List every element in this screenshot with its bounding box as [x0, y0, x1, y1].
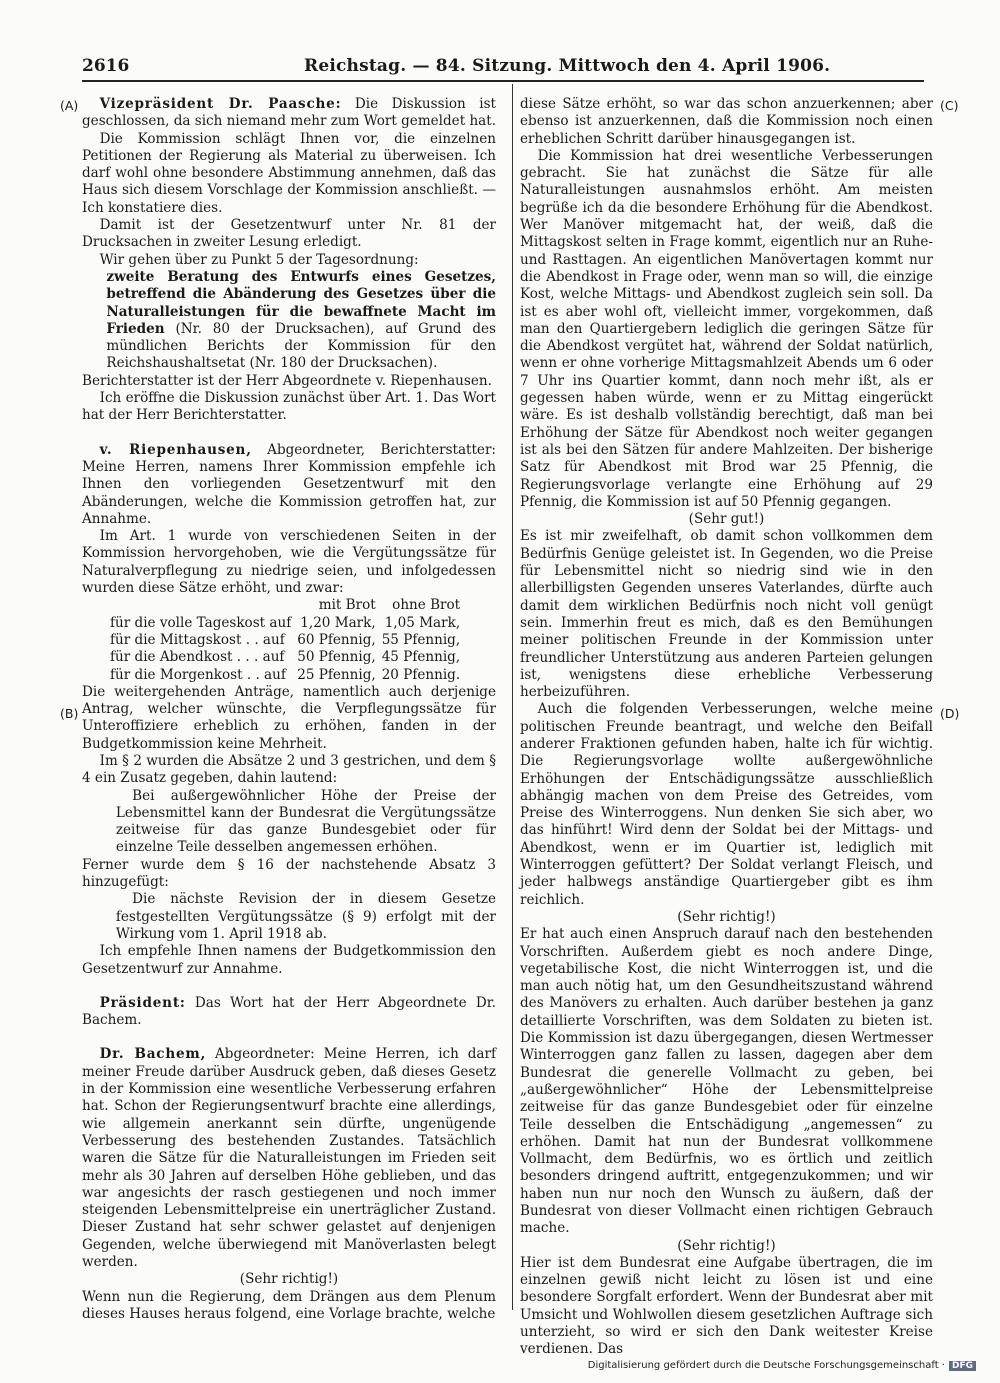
table-cell: 20 Pfennig.: [381, 666, 461, 683]
table-cell: für die Mittagskost . . auf: [110, 631, 285, 648]
speaker-name: Vizepräsident Dr. Paasche:: [99, 96, 342, 112]
column-rule: [512, 84, 513, 1310]
speaker-name: Präsident:: [99, 994, 186, 1011]
page-header: [82, 56, 922, 82]
table-cell: 45 Pfennig,: [381, 649, 461, 666]
interjection: (Sehr richtig!): [677, 908, 776, 925]
paragraph: Er hat auch einen Anspruch darauf nach den bestehenden Vorschriften. Außerdem giebt es noch andere Dinge, vegetabilische Kost, die nicht Winterroggen ist, und die man auch nötig hat, um den Gesundheitszustand während des Manövers zu erhalten. Auch darüber bestehen ja ganz detaillierte Vorschriften, was dem Soldaten zu bieten ist. Die Kommission ist dazu übergegangen, diesen Wertmesser Winterroggen ganz fallen zu lassen, dagegen aber dem Bundesrat die generelle Vollmacht zu geben, bei „außergewöhnlicher“ Höhe der Lebensmittelpreise zeitweise für das ganze Bundesgebiet oder für einzelne Teile desselben die Entschädigung „angemessen“ zu erhöhen. Damit hat nun der Bundesrat vollkommene Vollmacht, dem Bedürfnis, wo es örtlich und zeitlich besonders dringend auftritt, entgegenzukommen; und wir haben nun nur noch den Wunsch zu äußern, daß der Bundesrat von dieser Vollmacht einen richtigen Gebrauch mache.: [520, 926, 933, 1237]
table-cell: 55 Pfennig,: [381, 631, 461, 648]
paragraph: diese Sätze erhöht, so war das schon anzuerkennen; aber ebenso ist anzuerkennen, daß die Kommission noch einen erheblichen Schritt darüber hinausgegangen ist.: [520, 96, 933, 147]
paragraph: Wenn nun die Regierung, dem Drängen aus dem Plenum dieses Hauses heraus folgend, eine Vorlage brachte, welche: [82, 1288, 496, 1322]
paragraph: Ich empfehle Ihnen namens der Budgetkommission den Gesetzentwurf zur Annahme.: [82, 943, 496, 977]
paragraph: Wir gehen über zu Punkt 5 der Tagesordnung:: [99, 251, 419, 268]
paragraph: Ich eröffne die Diskussion zunächst über Art. 1. Das Wort hat der Herr Berichterstatter.: [82, 390, 496, 424]
interjection: (Sehr gut!): [688, 511, 765, 528]
left-column: [82, 96, 496, 1323]
speech-text: Abgeordneter, Berichterstatter: Meine Herren, namens Ihrer Kommission empfehle ich Ihnen den vorliegenden Gesetzentwurf mit den Abänderungen, welche die Kommission getroffen hat, zur Annahme.: [82, 441, 496, 527]
table-cell: 50 Pfennig,: [297, 649, 376, 666]
paragraph: [82, 995, 496, 1030]
table-header-row: [110, 597, 466, 614]
quoted-text: Die nächste Revision der in diesem Gesetze festgestellten Vergütungssätze (§ 9) erfolgt mit der Wirkung vom 1. April 1918 ab.: [115, 891, 496, 942]
margin-mark-d: (D): [940, 706, 960, 721]
table-row: [110, 667, 466, 684]
table-cell: für die volle Tageskost auf: [110, 614, 292, 631]
speech-text: Abgeordneter: Meine Herren, ich darf meiner Freude darüber Ausdruck geben, daß dieses Gesetz in der Kommission eine wesentliche Verbesserung erfahren hat. Schon der Regierungsentwurf brachte eine allerdings, wie allgemein anerkannt sein dürfte, ungenügende Verbesserung des bestehenden Zustandes. Tatsächlich waren die Sätze für die Naturalleistungen im Frieden seit mehr als 30 Jahren auf derselben Höhe geblieben, und das war angesichts der rasch gestiegenen und noch immer steigenden Lebensmittelpreise ein unerträglicher Zustand. Dieser Zustand hat sehr schwer gelastet auf denjenigen Gegenden, welche überwiegend mit Manöverlasten belegt werden.: [82, 1046, 496, 1270]
table-cell: für die Abendkost . . . auf: [110, 649, 285, 666]
dfg-logo: DFG: [949, 1361, 976, 1371]
interjection: (Sehr richtig!): [677, 1237, 776, 1254]
margin-mark-b: (B): [60, 706, 79, 721]
paragraph: Die weitergehenden Anträge, namentlich auch derjenige Antrag, welcher wünschte, die Verpflegungssätze für Unteroffiziere erheblich zu erhöhen, fanden in der Budgetkommission keine Mehrheit.: [82, 683, 496, 752]
paragraph: Berichterstatter ist der Herr Abgeordnete v. Riepenhausen.: [82, 372, 492, 389]
paragraph: Im § 2 wurden die Absätze 2 und 3 gestrichen, und dem § 4 ein Zusatz gegeben, dahin lautend:: [82, 752, 496, 787]
margin-mark-a: (A): [60, 98, 79, 113]
paragraph: Auch die folgenden Verbesserungen, welche meine politischen Freunde beantragt, und welche den Beifall anderer Fraktionen gefunden haben, halte ich für wichtig. Die Regierungsvorlage wollte außergewöhnliche Erhöhungen der Entschädigungssätze ausschließlich abhängig machen von dem Preise des Getreides, vom Preise des Winterroggens. Nun denken Sie sich aber, wo das hinführt! Wird denn der Soldat bei der Mittags- und Abendkost, wenn er im Quartier ist, lediglich mit Winterroggen gefüttert? Der Soldat verlangt Fleisch, und jeder halbwegs anständige Quartiergeber gibt es ihm reichlich.: [520, 701, 933, 908]
interjection: (Sehr richtig!): [239, 1271, 339, 1288]
paragraph: [82, 442, 496, 528]
paragraph: [82, 1046, 496, 1271]
paragraph: Die Kommission hat drei wesentliche Verbesserungen gebracht. Sie hat zunächst die Sätze für alle Naturalleistungen ausnahmslos erhöht. Am meisten begrüße ich da die besondere Erhöhung für die Abendkost. Wer Manöver mitgemacht hat, der weiß, daß die Mittagskost selten in Frage kommt, eigentlich nur an Ruhe- und Rasttagen. An eigentlichen Manövertagen kommt nur die Abendkost in Frage oder, wenn man so will, die einzige Kost, welche Mittags- und Abendkost zugleich sein soll. Da ist es aber wohl oft, vielleicht immer, vorgekommen, daß man den Quartiergebern lediglich die geringen Sätze für die Abendkost vergütet hat, während der Soldat natürlich, wenn er ohne vorherige Mittagsmahlzeit Abends um 6 oder 7 Uhr ins Quartier kommt, dann noch mehr ißt, als er gegessen haben würde, wenn er zu Mittag eingerückt wäre. Es ist deshalb vollständig berechtigt, daß man bei Erhöhung der Sätze für Abendkost noch weiter gegangen ist als bei den Sätzen für andere Mahlzeiten. Der bisherige Satz für Abendkost mit Brod war 25 Pfennig, die Regierungsvorlage verlangte eine Erhöhung auf 29 Pfennig, die Kommission ist auf 50 Pfennig gegangen.: [520, 147, 933, 510]
paragraph: Damit ist der Gesetzentwurf unter Nr. 81 der Drucksachen in zweiter Lesung erledigt.: [82, 217, 496, 251]
table-cell: für die Morgenkost . . auf: [110, 666, 286, 683]
table-row: [110, 615, 466, 632]
running-title: Reichstag. — 84. Sitzung. Mittwoch den 4. April 1906.: [304, 56, 831, 76]
footer-text: Digitalisierung gefördert durch die Deutsche Forschungsgemeinschaft ·: [587, 1360, 945, 1371]
table-cell: 1,20 Mark,: [300, 614, 376, 631]
paragraph: Die Kommission schlägt Ihnen vor, die einzelnen Petitionen der Regierung als Material zu überweisen. Ich darf wohl ohne besondere Abstimmung annehmen, daß das Haus sich diesem Vorschlage der Kommission anschließt. — Ich konstatiere dies.: [82, 130, 496, 216]
table-row: [110, 649, 466, 666]
right-column: [520, 96, 933, 1359]
speech-text: Das Wort hat der Herr Abgeordnete Dr. Bachem.: [82, 994, 496, 1029]
paragraph: Hier ist dem Bundesrat eine Aufgabe übertragen, die im einzelnen gewiß nicht leicht zu lösen ist und eine besondere Sorgfalt erfordert. Wenn der Bundesrat aber mit Umsicht und Wohlwollen diesem gesetzlichen Auftrage sich unterzieht, so wird er sich den Dank weitester Kreise verdienen. Das: [520, 1254, 933, 1358]
margin-mark-c: (C): [940, 98, 959, 113]
table-row: [110, 632, 466, 649]
table-cell: 25 Pfennig,: [297, 666, 376, 683]
rates-table: [110, 597, 466, 683]
column-header: ohne Brot: [392, 597, 461, 614]
column-header: mit Brot: [318, 597, 376, 614]
header-rule: [82, 80, 924, 82]
page-number: 2616: [82, 56, 130, 76]
speech-text: Die Diskussion ist geschlossen, da sich niemand mehr zum Wort gemeldet hat.: [82, 96, 497, 130]
paragraph: Im Art. 1 wurde von verschiedenen Seiten in der Kommission hervorgehoben, wie die Vergütungssätze für Naturalverpflegung zu niedrige seien, und infolgedessen wurden diese Sätze erhöht, und zwar:: [82, 528, 496, 597]
speaker-name: Dr. Bachem,: [99, 1046, 207, 1063]
agenda-detail: (Nr. 80 der Drucksachen), auf Grund des mündlichen Berichts der Kommission für den Reichshaushaltsetat (Nr. 180 der Drucksachen).: [106, 320, 496, 372]
table-cell: 1,05 Mark,: [384, 614, 461, 631]
speaker-name: v. Riepenhausen,: [99, 441, 252, 458]
table-cell: 60 Pfennig,: [297, 631, 376, 648]
agenda-title: zweite Beratung des Entwurfs eines Gesetzes, betreffend die Abänderung des Gesetzes über die Naturalleistungen für die bewaffnete Macht im Frieden: [106, 268, 496, 337]
paragraph: Es ist mir zweifelhaft, ob damit schon vollkommen dem Bedürfnis Genüge geleistet ist. In Gegenden, wo die Preise für Lebensmittel nicht so niedrig sind wie in den allerbilligsten Gegenden unseres Vaterlandes, dürfte auch damit dem wirklichen Bedürfnis noch nicht voll genügt sein. Immerhin freut es mich, daß es den Bemühungen meiner politischen Freunde in der Kommission unter freundlicher Unterstützung aus anderen Parteien gelungen ist, wenigstens diese erhebliche Verbesserung herbeizuführen.: [520, 528, 933, 701]
quoted-text: Bei außergewöhnlicher Höhe der Preise der Lebensmittel kann der Bundesrat die Vergütungssätze zeitweise für das ganze Bundesgebiet oder für einzelne Teile desselben angemessen erhöhen.: [115, 787, 496, 856]
paragraph: Ferner wurde dem § 16 der nachstehende Absatz 3 hinzugefügt:: [82, 856, 496, 891]
agenda-item: [82, 269, 496, 373]
paragraph: [82, 96, 496, 131]
digitization-footer: [588, 1360, 976, 1371]
